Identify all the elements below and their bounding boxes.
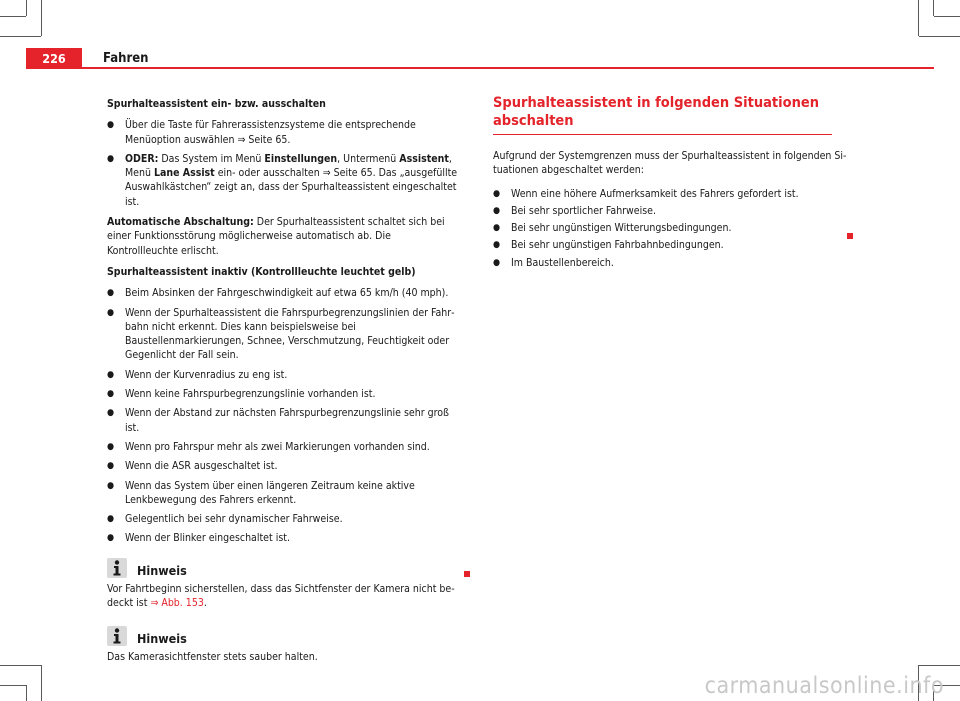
heading-toggle: Spurhalteassistent ein- bzw. ausschalten — [107, 98, 326, 110]
bullet-icon: ● — [493, 188, 501, 199]
list-item-text: Wenn eine höhere Aufmerksamkeit des Fahrers gefordert ist. — [511, 187, 799, 200]
menu-term: Assistent — [399, 152, 449, 165]
list-item — [107, 531, 463, 545]
list-item-text: Bei sehr sportlicher Fahrweise. — [511, 204, 656, 217]
item-text: . — [287, 133, 291, 146]
bullet-icon: ● — [493, 223, 501, 234]
list-item-text: Im Baustellenbereich. — [511, 256, 614, 269]
list-item — [493, 204, 848, 218]
list-item — [493, 187, 848, 201]
list-item — [107, 459, 463, 473]
list-item-text: Wenn der Spurhalteassistent die Fahrspurbegrenzungslinien der Fahrbahn nicht erkennt. Dies kann beispielsweise bei Baustellenmarkierungen, Schnee, Verschmutzung, Feuchtigkeit oder Gegenlicht der Fall sein. — [125, 306, 455, 362]
bullet-icon: ● — [493, 205, 501, 216]
bullet-icon: ● — [107, 288, 115, 299]
list-item-text: Wenn der Kurvenradius zu eng ist. — [125, 368, 288, 381]
info-icon — [107, 626, 127, 646]
list-item — [107, 306, 463, 363]
list-item-text: Wenn der Blinker eingeschaltet ist. — [125, 532, 290, 545]
crop-mark — [26, 0, 27, 16]
info-icon — [107, 558, 127, 578]
crop-mark — [41, 665, 42, 701]
note-title: Hinweis — [137, 631, 187, 647]
note-body: . — [203, 597, 207, 610]
crop-mark — [0, 685, 26, 686]
crop-mark — [919, 36, 960, 37]
list-item-text: Bei sehr ungünstigen Witterungsbedingungen. — [511, 222, 732, 235]
list-item-text: Wenn die ASR ausgeschaltet ist. — [125, 460, 278, 473]
end-mark-icon — [847, 233, 853, 239]
bullet-icon: ● — [107, 153, 115, 164]
list-item — [107, 118, 463, 147]
bullet-icon: ● — [493, 240, 501, 251]
bullet-icon: ● — [107, 408, 115, 419]
watermark: carmanualsonline.info — [704, 673, 944, 699]
left-column — [107, 97, 463, 672]
crop-mark — [26, 685, 27, 701]
bullet-icon: ● — [107, 307, 115, 318]
section-title: Fahren — [103, 51, 149, 66]
auto-shutdown-paragraph — [107, 215, 463, 258]
list-item-text: Wenn keine Fahrspurbegrenzungslinie vorhanden ist. — [125, 388, 376, 401]
inactive-list — [107, 286, 463, 545]
note-text: Das Kamerasichtfenster stets sauber halten. — [107, 651, 318, 664]
paragraph-text: Der Spurhalteassistent schaltet sich bei einer Funktionsstörung möglicherweise automatisch ab. Die Kontrollleuchte erlischt. — [107, 216, 445, 257]
paragraph-lead: Automatische Abschaltung: — [107, 216, 254, 229]
crop-mark — [933, 0, 934, 16]
note-header — [107, 558, 463, 578]
list-item-text: Wenn das System über einen längeren Zeitraum keine aktive Lenkbewegung des Fahrers erkennt. — [125, 479, 415, 506]
bullet-icon: ● — [107, 369, 115, 380]
bullet-icon: ● — [107, 389, 115, 400]
note-body: Vor Fahrtbeginn sicherstellen, dass das Sichtfenster der Kamera nicht bedeckt ist — [107, 582, 455, 610]
list-item-text: Wenn pro Fahrspur mehr als zwei Markierungen vorhanden sind. — [125, 440, 430, 453]
bullet-icon: ● — [107, 461, 115, 472]
list-item-text: Beim Absinken der Fahrgeschwindigkeit auf etwa 65 km/h (40 mph). — [125, 287, 449, 300]
list-item — [493, 238, 848, 252]
bullet-icon: ● — [107, 441, 115, 452]
note-title: Hinweis — [137, 562, 187, 578]
page-reference-link[interactable]: ⇒ Seite 65 — [322, 167, 373, 180]
list-item-text: Gelegentlich bei sehr dynamischer Fahrweise. — [125, 513, 343, 526]
right-column — [493, 97, 848, 273]
list-item — [107, 406, 463, 435]
item-text: , Untermenü — [337, 152, 400, 165]
page-number: 226 — [26, 48, 82, 68]
item-text: . Das „ausgefüllte Auswahlkästchen“ zeigt an, dass der Spurhalteassistent eingeschaltet ist. — [125, 167, 458, 208]
crop-mark — [934, 16, 960, 17]
item-lead: ODER: — [125, 152, 159, 165]
list-item — [107, 440, 463, 454]
list-item — [493, 221, 848, 235]
heading-inactive: Spurhalteassistent inaktiv (Kontrollleuchte leuchtet gelb) — [107, 265, 416, 278]
list-item — [107, 512, 463, 526]
list-item — [107, 387, 463, 401]
list-item — [493, 256, 848, 270]
right-heading: Spurhalteassistent in folgenden Situationen abschalten — [493, 94, 832, 135]
item-text: , Menü — [125, 152, 452, 180]
menu-term: Lane Assist — [153, 167, 215, 180]
list-item-text: Bei sehr ungünstigen Fahrbahnbedingungen. — [511, 239, 724, 252]
crop-mark — [0, 16, 26, 17]
bullet-icon: ● — [107, 480, 115, 491]
list-item — [107, 479, 463, 508]
page-reference-link[interactable]: ⇒ Seite 65 — [237, 133, 288, 146]
crop-mark — [919, 665, 960, 666]
crop-mark — [0, 665, 41, 666]
item-text: Über die Taste für Fahrerassistenzsysteme die entsprechende Menüoption auswählen — [125, 119, 416, 146]
note-header — [107, 626, 463, 646]
bullet-icon: ● — [107, 120, 115, 131]
end-mark-icon — [464, 571, 470, 577]
list-item-text: Wenn der Abstand zur nächsten Fahrspurbegrenzungslinie sehr groß ist. — [125, 407, 449, 434]
list-item — [107, 368, 463, 382]
situations-list — [493, 187, 848, 270]
item-text: ein- oder ausschalten — [214, 167, 323, 180]
item-text: Das System im Menü — [158, 152, 265, 165]
figure-reference-link[interactable]: ⇒ Abb. 153 — [150, 597, 204, 610]
crop-mark — [41, 0, 42, 36]
list-item — [107, 152, 463, 209]
note-text — [107, 582, 463, 611]
crop-mark — [918, 0, 919, 36]
list-item — [107, 286, 463, 300]
crop-mark — [0, 36, 41, 37]
bullet-icon: ● — [493, 257, 501, 268]
header-rule — [26, 67, 934, 69]
menu-term: Einstellungen — [264, 152, 338, 165]
bullet-icon: ● — [107, 514, 115, 525]
bullet-icon: ● — [107, 533, 115, 544]
right-intro: Aufgrund der Systemgrenzen muss der Spurhalteassistent in folgenden Situationen abgeschaltet werden: — [493, 150, 847, 177]
